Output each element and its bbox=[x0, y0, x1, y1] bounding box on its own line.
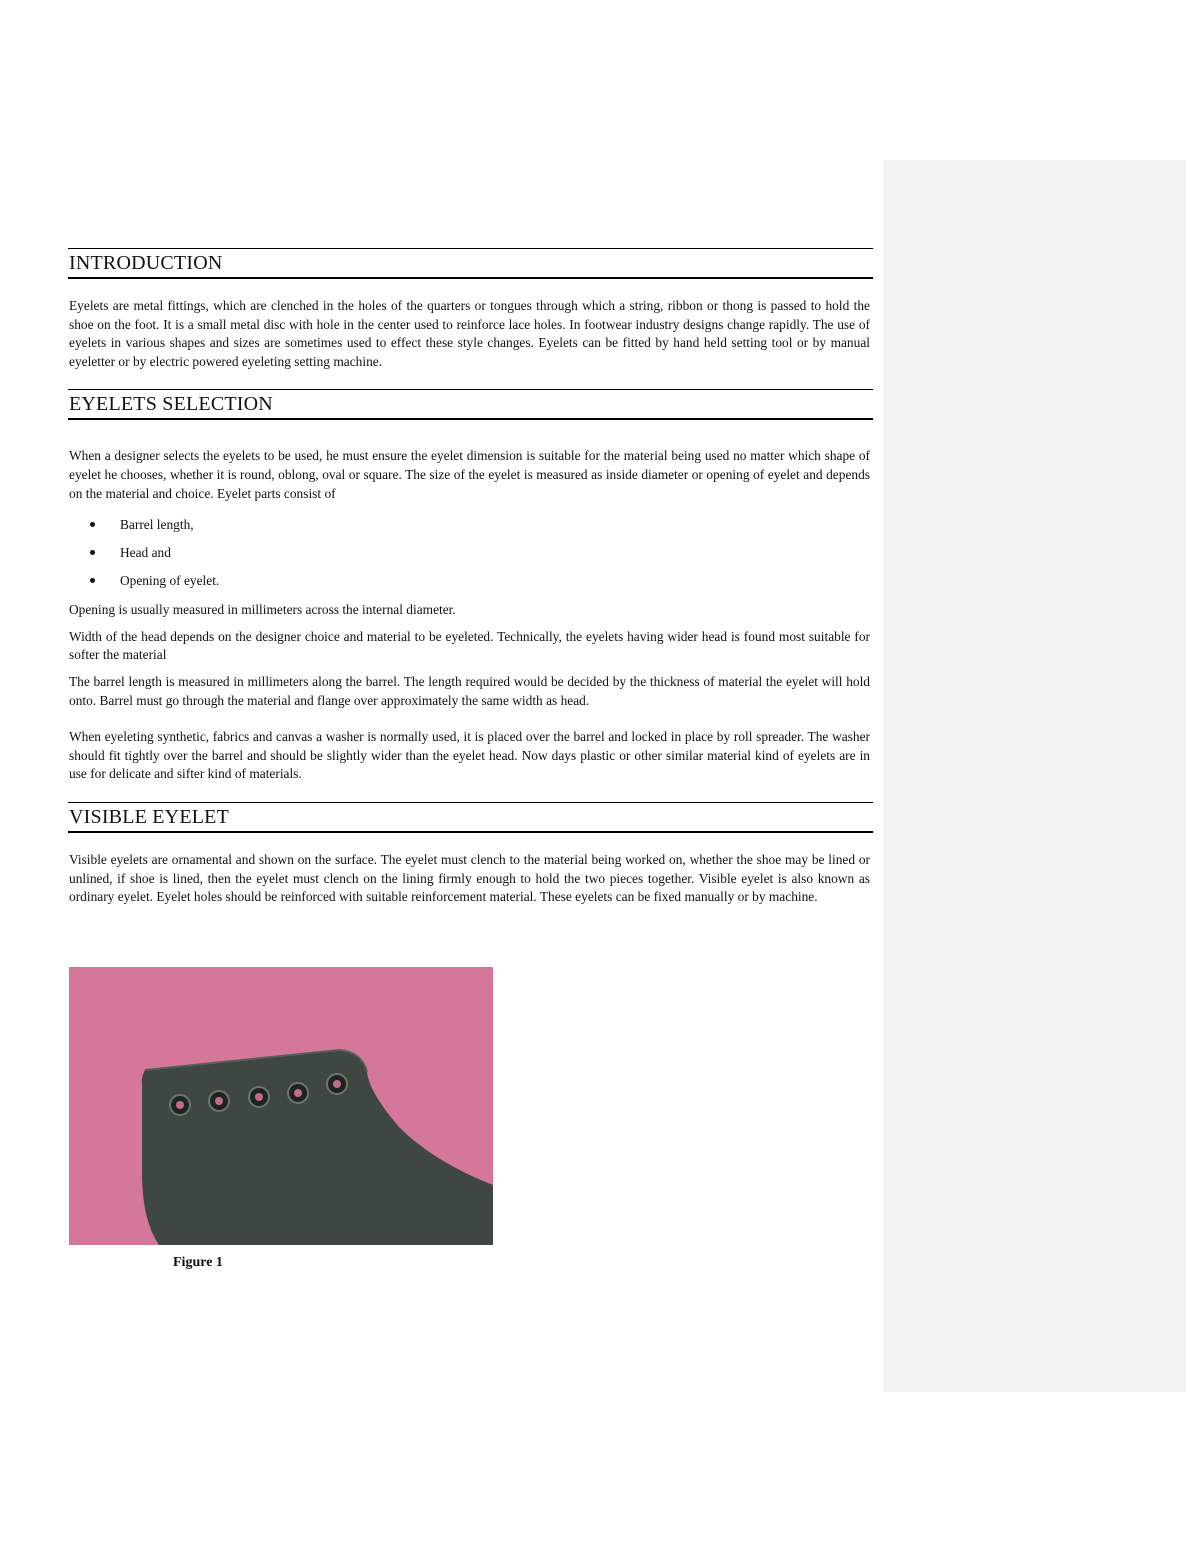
list-item: Barrel length, bbox=[68, 511, 873, 539]
heading-visible-eyelet: VISIBLE EYELET bbox=[68, 802, 873, 833]
figure-caption: Figure 1 bbox=[173, 1255, 223, 1270]
figure-1-photo bbox=[69, 967, 493, 1245]
heading-eyelets-selection: EYELETS SELECTION bbox=[68, 389, 873, 420]
comments-margin-pane bbox=[883, 160, 1186, 1392]
intro-paragraph: Eyelets are metal fittings, which are clenched in the holes of the quarters or tongues through which a string, ribbon or thong is passed to hold the shoe on the foot. It is a small metal disc with hole in the center used to reinforce lace holes. In footwear industry designs change rapidly. The use of eyelets in various shapes and sizes are sometimes used to effect these style changes. Eyelets can be fitted by hand held setting tool or by manual eyeletter or by electric powered eyeleting setting machine. bbox=[69, 298, 870, 369]
opening-paragraph: Opening is usually measured in millimeters across the internal diameter. bbox=[69, 602, 456, 618]
bullet-icon bbox=[90, 550, 95, 555]
head-width-paragraph: Width of the head depends on the designer choice and material to be eyeleted. Technically, the eyelets having wider head is found most suitable for softer the material bbox=[69, 628, 870, 663]
list-item: Head and bbox=[68, 539, 873, 567]
document-page bbox=[68, 248, 873, 907]
list-item: Opening of eyelet. bbox=[68, 567, 873, 595]
bullet-icon bbox=[90, 578, 95, 583]
visible-eyelet-paragraph: Visible eyelets are ornamental and shown on the surface. The eyelet must clench to the material being worked on, whether the shoe may be lined or unlined, if shoe is lined, then the eyelet must clench on the lining firmly enough to hold the two pieces together. Visible eyelet is also known as ordinary eyelet. Eyelet holes should be reinforced with suitable reinforcement material. These eyelets can be fixed manually or by machine. bbox=[69, 851, 870, 905]
eyelet-parts-list bbox=[68, 511, 873, 595]
heading-introduction: INTRODUCTION bbox=[68, 248, 873, 279]
eyelet-photo-image bbox=[69, 967, 493, 1245]
barrel-paragraph: The barrel length is measured in millimeters along the barrel. The length required would be decided by the thickness of material the eyelet will hold onto. Barrel must go through the material and flange over approximately the same width as head. bbox=[69, 673, 870, 708]
washer-paragraph: When eyeleting synthetic, fabrics and canvas a washer is normally used, it is placed over the barrel and locked in place by roll spreader. The washer should fit tightly over the barrel and should be slightly wider than the eyelet head. Now days plastic or other similar material kind of eyelets are in use for delicate and sifter kind of materials. bbox=[69, 729, 870, 782]
bullet-icon bbox=[90, 522, 95, 527]
selection-intro-paragraph: When a designer selects the eyelets to be used, he must ensure the eyelet dimension is suitable for the material being used no matter which shape of eyelet he chooses, whether it is round, oblong, oval or square. The size of the eyelet is measured as inside diameter or opening of eyelet and depends on the material and choice. Eyelet parts consist of bbox=[69, 448, 870, 501]
